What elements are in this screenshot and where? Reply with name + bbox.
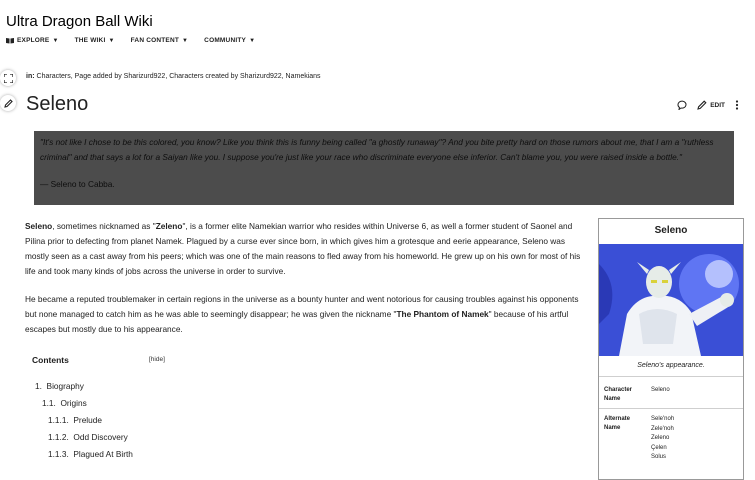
quote-author: — Seleno to Cabba.	[40, 179, 115, 189]
intro-text: He became a reputed troublemaker in certain regions in the universe as a bounty hunter and went notorious for causing troubles against his opponents but none managed to catch him as he was able to seemingly disappear; he was given the nickname "	[25, 294, 579, 319]
category-prefix: in:	[26, 73, 35, 80]
character-infobox	[598, 218, 744, 480]
nav-fan-content-label: FAN CONTENT	[130, 37, 180, 44]
nickname: Zeleno	[155, 221, 183, 231]
caret-down-icon: ▼	[249, 37, 256, 44]
quote-text: "It's not like I chose to be this colored, you know? Like you think this is funny being called "a ghostly runaway"? And you bite pretty hard on those rumors about me, that I am a "ruthless criminal" and that says a lot for a Saiyan like you. I suppose you're just like your race who discriminate everyone else inferior. Can't blame you, you were raised inside a bottle."	[40, 137, 714, 162]
edit-tool[interactable]	[0, 95, 16, 111]
intro-text: , sometimes nicknamed as "	[52, 221, 156, 231]
caret-down-icon: ▼	[182, 37, 189, 44]
more-options-icon[interactable]	[735, 100, 739, 110]
toc-hide-toggle[interactable]: [hide]	[149, 356, 165, 363]
nav-community-label: COMMUNITY	[204, 37, 247, 44]
alternate-name-label: Alternate Name	[604, 416, 631, 431]
toc-number: 1.1.1.	[48, 415, 69, 425]
toc-label: Biography	[46, 381, 84, 391]
intro-paragraph-2	[25, 292, 587, 337]
alternate-name: Zele'noh	[651, 425, 674, 432]
character-image[interactable]	[599, 244, 743, 356]
toc-item[interactable]	[48, 415, 102, 425]
top-nav	[6, 37, 255, 44]
nav-the-wiki-label: THE WIKI	[74, 37, 106, 44]
toc-title: Contents	[32, 355, 69, 365]
divider	[599, 376, 743, 377]
alternate-name: Sele'noh	[651, 416, 675, 422]
nav-explore-label: EXPLORE	[17, 37, 50, 44]
alternate-name: Solus	[651, 454, 667, 461]
phantom-nickname: The Phantom of Namek	[396, 309, 489, 319]
toc-number: 1.	[35, 381, 42, 391]
comment-icon[interactable]	[677, 100, 687, 110]
toc-number: 1.1.2.	[48, 432, 69, 442]
caret-down-icon: ▼	[52, 37, 59, 44]
nav-fan-content[interactable]	[131, 37, 189, 44]
character-name-label: Character Name	[604, 387, 633, 402]
nav-community[interactable]	[204, 37, 255, 44]
toc-item[interactable]	[35, 381, 84, 391]
alternate-name: Çelen	[651, 444, 667, 451]
toc-label: Plagued At Birth	[73, 449, 133, 459]
alternate-name: Zeleno	[651, 435, 670, 442]
category-links[interactable]: Characters, Page added by Sharizurd922, Characters created by Sharizurd922, Namekians	[36, 73, 321, 80]
toc-label: Origins	[60, 398, 87, 408]
nav-the-wiki[interactable]	[75, 37, 115, 44]
edit-button[interactable]	[697, 100, 725, 110]
toc-number: 1.1.3.	[48, 449, 69, 459]
expand-icon	[4, 74, 13, 83]
intro-text: ", is a former elite Namekian warrior who resides within Universe 6, as well a former student of Saonel and Pilina prior to defecting from planet Namek. Plagued by a curse ever since born, in which gives him a grotesque and eerie appearance, Seleno was mostly seen as a cast away from his peers; which was one of the main reasons to fled away from his homeworld. He grew up on his own for most of his life and took many kinds of jobs across the universe in order to survive.	[25, 221, 581, 276]
pencil-icon	[697, 100, 707, 110]
alternate-name-list	[651, 415, 674, 463]
character-name-value: Seleno	[651, 387, 670, 393]
pencil-icon	[4, 99, 13, 108]
toc-item[interactable]	[48, 432, 128, 442]
page-title: Seleno	[26, 93, 89, 115]
intro-paragraph-1	[25, 219, 587, 279]
divider	[599, 408, 743, 409]
image-caption: Seleno's appearance.	[637, 362, 705, 369]
nav-explore[interactable]	[6, 37, 59, 44]
subject-name: Seleno	[25, 221, 53, 231]
toc-item[interactable]	[48, 449, 133, 459]
intro-text: " because of his artful escapes but mostly due to his appearance.	[25, 309, 569, 334]
category-list	[26, 73, 321, 80]
caret-down-icon: ▼	[108, 37, 115, 44]
toc-item[interactable]	[42, 398, 87, 408]
wiki-title[interactable]: Ultra Dragon Ball Wiki	[6, 13, 153, 30]
book-icon	[6, 37, 14, 44]
toc-label: Odd Discovery	[73, 432, 128, 442]
expand-tool[interactable]	[0, 70, 16, 86]
page-actions	[677, 100, 739, 110]
toc-number: 1.1.	[42, 398, 56, 408]
infobox-title: Seleno	[654, 225, 688, 236]
edit-label: EDIT	[710, 101, 725, 109]
toc-label: Prelude	[73, 415, 102, 425]
